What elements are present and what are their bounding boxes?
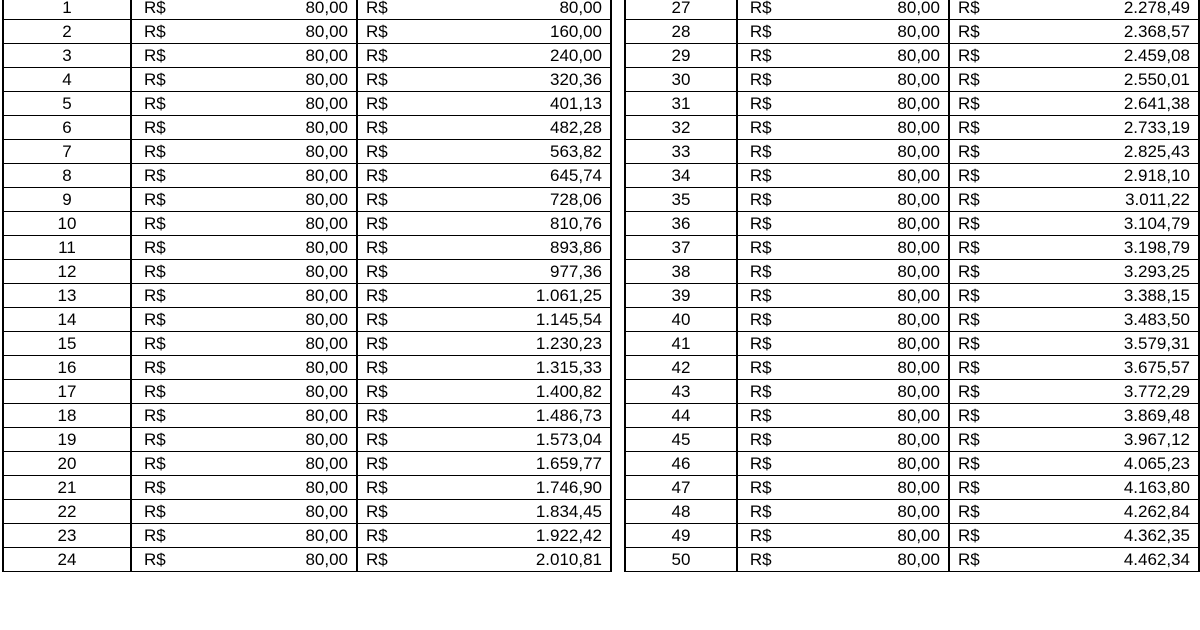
total-currency-cell: R$ — [357, 548, 434, 572]
installment-number-cell: 50 — [625, 548, 737, 572]
total-currency-cell: R$ — [357, 428, 434, 452]
accumulated-total-cell: 4.163,80 — [1021, 476, 1199, 500]
parcel-amount-cell: 80,00 — [238, 212, 357, 236]
table-row — [625, 0, 1199, 20]
table-row — [625, 20, 1199, 44]
accumulated-total-cell: 3.293,25 — [1021, 260, 1199, 284]
table-body-left — [3, 0, 611, 572]
parcel-currency-cell: R$ — [131, 500, 238, 524]
table-row — [625, 164, 1199, 188]
total-currency-cell: R$ — [357, 452, 434, 476]
accumulated-total-cell: 2.825,43 — [1021, 140, 1199, 164]
installment-number-cell: 38 — [625, 260, 737, 284]
total-currency-cell: R$ — [357, 524, 434, 548]
accumulated-total-cell: 3.104,79 — [1021, 212, 1199, 236]
accumulated-total-cell: 320,36 — [434, 68, 611, 92]
accumulated-total-cell: 1.573,04 — [434, 428, 611, 452]
parcel-amount-cell: 80,00 — [238, 500, 357, 524]
table-row — [3, 452, 611, 476]
accumulated-total-cell: 2.918,10 — [1021, 164, 1199, 188]
installment-number-cell: 30 — [625, 68, 737, 92]
accumulated-total-cell: 3.675,57 — [1021, 356, 1199, 380]
installment-number-cell: 48 — [625, 500, 737, 524]
installment-number-cell: 14 — [3, 308, 131, 332]
parcel-amount-cell: 80,00 — [837, 20, 949, 44]
parcel-currency-cell: R$ — [131, 188, 238, 212]
parcel-currency-cell: R$ — [131, 212, 238, 236]
parcel-amount-cell: 80,00 — [238, 20, 357, 44]
accumulated-total-cell: 3.967,12 — [1021, 428, 1199, 452]
installment-number-cell: 34 — [625, 164, 737, 188]
accumulated-total-cell: 4.462,34 — [1021, 548, 1199, 572]
total-currency-cell: R$ — [949, 356, 1021, 380]
accumulated-total-cell: 1.834,45 — [434, 500, 611, 524]
table-row — [625, 140, 1199, 164]
installment-number-cell: 6 — [3, 116, 131, 140]
parcel-amount-cell: 80,00 — [837, 356, 949, 380]
table-row — [625, 332, 1199, 356]
total-currency-cell: R$ — [949, 548, 1021, 572]
parcel-amount-cell: 80,00 — [238, 236, 357, 260]
installment-number-cell: 33 — [625, 140, 737, 164]
accumulated-total-cell: 80,00 — [434, 0, 611, 20]
total-currency-cell: R$ — [949, 284, 1021, 308]
parcel-amount-cell: 80,00 — [837, 0, 949, 20]
parcel-currency-cell: R$ — [737, 212, 837, 236]
parcel-amount-cell: 80,00 — [837, 44, 949, 68]
accumulated-total-cell: 1.315,33 — [434, 356, 611, 380]
total-currency-cell: R$ — [949, 476, 1021, 500]
parcel-currency-cell: R$ — [131, 260, 238, 284]
parcel-currency-cell: R$ — [131, 116, 238, 140]
parcel-currency-cell: R$ — [737, 308, 837, 332]
installment-number-cell: 21 — [3, 476, 131, 500]
parcel-currency-cell: R$ — [737, 332, 837, 356]
accumulated-total-cell: 1.659,77 — [434, 452, 611, 476]
total-currency-cell: R$ — [357, 92, 434, 116]
accumulated-total-cell: 3.198,79 — [1021, 236, 1199, 260]
parcel-amount-cell: 80,00 — [837, 212, 949, 236]
installment-number-cell: 32 — [625, 116, 737, 140]
installment-number-cell: 7 — [3, 140, 131, 164]
table-row — [625, 116, 1199, 140]
accumulated-total-cell: 3.011,22 — [1021, 188, 1199, 212]
installment-number-cell: 18 — [3, 404, 131, 428]
table-row — [3, 500, 611, 524]
parcel-currency-cell: R$ — [737, 356, 837, 380]
parcel-amount-cell: 80,00 — [238, 164, 357, 188]
parcel-currency-cell: R$ — [131, 452, 238, 476]
total-currency-cell: R$ — [357, 116, 434, 140]
accumulated-total-cell: 893,86 — [434, 236, 611, 260]
total-currency-cell: R$ — [949, 212, 1021, 236]
accumulated-total-cell: 2.278,49 — [1021, 0, 1199, 20]
parcel-amount-cell: 80,00 — [837, 68, 949, 92]
total-currency-cell: R$ — [357, 380, 434, 404]
total-currency-cell: R$ — [949, 188, 1021, 212]
parcel-currency-cell: R$ — [131, 236, 238, 260]
installment-number-cell: 3 — [3, 44, 131, 68]
accumulated-total-cell: 645,74 — [434, 164, 611, 188]
total-currency-cell: R$ — [357, 20, 434, 44]
parcel-amount-cell: 80,00 — [238, 356, 357, 380]
total-currency-cell: R$ — [357, 404, 434, 428]
parcel-currency-cell: R$ — [737, 500, 837, 524]
parcel-currency-cell: R$ — [737, 44, 837, 68]
total-currency-cell: R$ — [357, 500, 434, 524]
table-row — [3, 356, 611, 380]
accumulated-total-cell: 4.262,84 — [1021, 500, 1199, 524]
accumulated-total-cell: 3.483,50 — [1021, 308, 1199, 332]
table-row — [625, 68, 1199, 92]
parcel-amount-cell: 80,00 — [837, 548, 949, 572]
installment-number-cell: 37 — [625, 236, 737, 260]
parcel-currency-cell: R$ — [131, 476, 238, 500]
parcel-amount-cell: 80,00 — [238, 188, 357, 212]
parcel-amount-cell: 80,00 — [837, 92, 949, 116]
table-row — [3, 332, 611, 356]
accumulated-total-cell: 3.772,29 — [1021, 380, 1199, 404]
parcel-amount-cell: 80,00 — [837, 500, 949, 524]
table-row — [3, 284, 611, 308]
installment-number-cell: 19 — [3, 428, 131, 452]
parcel-amount-cell: 80,00 — [238, 332, 357, 356]
total-currency-cell: R$ — [949, 404, 1021, 428]
table-row — [625, 356, 1199, 380]
parcel-amount-cell: 80,00 — [837, 476, 949, 500]
accumulated-total-cell: 3.579,31 — [1021, 332, 1199, 356]
table-row — [3, 92, 611, 116]
installment-number-cell: 24 — [3, 548, 131, 572]
table-row — [3, 188, 611, 212]
installment-number-cell: 43 — [625, 380, 737, 404]
accumulated-total-cell: 2.010,81 — [434, 548, 611, 572]
table-row — [625, 524, 1199, 548]
accumulated-total-cell: 3.869,48 — [1021, 404, 1199, 428]
total-currency-cell: R$ — [949, 500, 1021, 524]
parcel-amount-cell: 80,00 — [837, 140, 949, 164]
table-row — [3, 140, 611, 164]
accumulated-total-cell: 2.368,57 — [1021, 20, 1199, 44]
parcel-currency-cell: R$ — [131, 428, 238, 452]
table-row — [625, 92, 1199, 116]
total-currency-cell: R$ — [949, 332, 1021, 356]
installment-number-cell: 39 — [625, 284, 737, 308]
parcel-currency-cell: R$ — [131, 0, 238, 20]
table-row — [625, 44, 1199, 68]
accumulated-total-cell: 4.065,23 — [1021, 452, 1199, 476]
installment-number-cell: 9 — [3, 188, 131, 212]
parcel-amount-cell: 80,00 — [238, 44, 357, 68]
table-row — [3, 212, 611, 236]
accumulated-total-cell: 2.641,38 — [1021, 92, 1199, 116]
savings-table — [624, 0, 1200, 572]
installment-number-cell: 31 — [625, 92, 737, 116]
table-body-right — [625, 0, 1199, 572]
parcel-currency-cell: R$ — [737, 164, 837, 188]
parcel-currency-cell: R$ — [737, 140, 837, 164]
parcel-amount-cell: 80,00 — [837, 380, 949, 404]
parcel-amount-cell: 80,00 — [238, 524, 357, 548]
table-row — [3, 308, 611, 332]
parcel-amount-cell: 80,00 — [837, 164, 949, 188]
accumulated-total-cell: 1.145,54 — [434, 308, 611, 332]
parcel-amount-cell: 80,00 — [837, 260, 949, 284]
accumulated-total-cell: 4.362,35 — [1021, 524, 1199, 548]
table-row — [3, 0, 611, 20]
accumulated-total-cell: 1.400,82 — [434, 380, 611, 404]
total-currency-cell: R$ — [949, 308, 1021, 332]
table-row — [3, 20, 611, 44]
parcel-currency-cell: R$ — [131, 404, 238, 428]
accumulated-total-cell: 1.230,23 — [434, 332, 611, 356]
table-row — [3, 44, 611, 68]
installment-number-cell: 23 — [3, 524, 131, 548]
installment-number-cell: 40 — [625, 308, 737, 332]
parcel-currency-cell: R$ — [737, 260, 837, 284]
total-currency-cell: R$ — [949, 380, 1021, 404]
parcel-currency-cell: R$ — [737, 68, 837, 92]
installment-number-cell: 11 — [3, 236, 131, 260]
parcel-amount-cell: 80,00 — [238, 428, 357, 452]
accumulated-total-cell: 1.746,90 — [434, 476, 611, 500]
total-currency-cell: R$ — [357, 308, 434, 332]
installment-number-cell: 10 — [3, 212, 131, 236]
installment-number-cell: 47 — [625, 476, 737, 500]
parcel-currency-cell: R$ — [131, 356, 238, 380]
parcel-currency-cell: R$ — [737, 0, 837, 20]
installment-number-cell: 29 — [625, 44, 737, 68]
accumulated-total-cell: 3.388,15 — [1021, 284, 1199, 308]
parcel-currency-cell: R$ — [131, 164, 238, 188]
total-currency-cell: R$ — [949, 68, 1021, 92]
accumulated-total-cell: 1.486,73 — [434, 404, 611, 428]
parcel-currency-cell: R$ — [131, 332, 238, 356]
parcel-currency-cell: R$ — [131, 524, 238, 548]
table-row — [625, 548, 1199, 572]
accumulated-total-cell: 2.550,01 — [1021, 68, 1199, 92]
parcel-currency-cell: R$ — [737, 20, 837, 44]
parcel-currency-cell: R$ — [737, 92, 837, 116]
installment-number-cell: 45 — [625, 428, 737, 452]
parcel-currency-cell: R$ — [131, 380, 238, 404]
table-row — [625, 212, 1199, 236]
total-currency-cell: R$ — [357, 212, 434, 236]
table-row — [625, 236, 1199, 260]
savings-table-left — [2, 0, 612, 572]
parcel-currency-cell: R$ — [737, 524, 837, 548]
installment-number-cell: 2 — [3, 20, 131, 44]
table-row — [3, 476, 611, 500]
accumulated-total-cell: 2.733,19 — [1021, 116, 1199, 140]
parcel-amount-cell: 80,00 — [238, 380, 357, 404]
installment-number-cell: 41 — [625, 332, 737, 356]
total-currency-cell: R$ — [357, 140, 434, 164]
accumulated-total-cell: 728,06 — [434, 188, 611, 212]
total-currency-cell: R$ — [949, 236, 1021, 260]
savings-table-right — [624, 0, 1200, 572]
installment-number-cell: 27 — [625, 0, 737, 20]
accumulated-total-cell: 563,82 — [434, 140, 611, 164]
accumulated-total-cell: 977,36 — [434, 260, 611, 284]
total-currency-cell: R$ — [949, 0, 1021, 20]
parcel-amount-cell: 80,00 — [238, 284, 357, 308]
installment-number-cell: 28 — [625, 20, 737, 44]
parcel-amount-cell: 80,00 — [837, 332, 949, 356]
table-row — [625, 428, 1199, 452]
savings-table — [2, 0, 612, 572]
total-currency-cell: R$ — [357, 188, 434, 212]
table-row — [3, 524, 611, 548]
table-row — [625, 260, 1199, 284]
parcel-amount-cell: 80,00 — [238, 404, 357, 428]
parcel-amount-cell: 80,00 — [837, 524, 949, 548]
total-currency-cell: R$ — [357, 356, 434, 380]
accumulated-total-cell: 160,00 — [434, 20, 611, 44]
table-row — [625, 500, 1199, 524]
table-row — [3, 404, 611, 428]
installment-number-cell: 22 — [3, 500, 131, 524]
parcel-amount-cell: 80,00 — [238, 452, 357, 476]
parcel-currency-cell: R$ — [737, 548, 837, 572]
parcel-amount-cell: 80,00 — [238, 548, 357, 572]
parcel-amount-cell: 80,00 — [837, 308, 949, 332]
parcel-currency-cell: R$ — [737, 452, 837, 476]
parcel-amount-cell: 80,00 — [837, 116, 949, 140]
accumulated-total-cell: 810,76 — [434, 212, 611, 236]
installment-number-cell: 49 — [625, 524, 737, 548]
accumulated-total-cell: 1.922,42 — [434, 524, 611, 548]
table-row — [3, 164, 611, 188]
total-currency-cell: R$ — [357, 68, 434, 92]
total-currency-cell: R$ — [949, 260, 1021, 284]
installment-number-cell: 35 — [625, 188, 737, 212]
parcel-amount-cell: 80,00 — [238, 92, 357, 116]
accumulated-total-cell: 401,13 — [434, 92, 611, 116]
parcel-amount-cell: 80,00 — [238, 0, 357, 20]
installment-number-cell: 42 — [625, 356, 737, 380]
parcel-currency-cell: R$ — [131, 44, 238, 68]
installment-number-cell: 4 — [3, 68, 131, 92]
parcel-amount-cell: 80,00 — [238, 140, 357, 164]
total-currency-cell: R$ — [949, 44, 1021, 68]
parcel-currency-cell: R$ — [131, 548, 238, 572]
parcel-currency-cell: R$ — [131, 20, 238, 44]
parcel-amount-cell: 80,00 — [837, 404, 949, 428]
accumulated-total-cell: 240,00 — [434, 44, 611, 68]
table-row — [3, 428, 611, 452]
parcel-currency-cell: R$ — [131, 308, 238, 332]
total-currency-cell: R$ — [949, 524, 1021, 548]
table-row — [3, 116, 611, 140]
parcel-amount-cell: 80,00 — [238, 308, 357, 332]
parcel-amount-cell: 80,00 — [837, 452, 949, 476]
table-row — [625, 188, 1199, 212]
total-currency-cell: R$ — [357, 44, 434, 68]
table-row — [625, 404, 1199, 428]
installment-number-cell: 36 — [625, 212, 737, 236]
installment-number-cell: 44 — [625, 404, 737, 428]
installment-number-cell: 13 — [3, 284, 131, 308]
total-currency-cell: R$ — [357, 332, 434, 356]
parcel-amount-cell: 80,00 — [238, 68, 357, 92]
parcel-currency-cell: R$ — [737, 116, 837, 140]
parcel-currency-cell: R$ — [131, 284, 238, 308]
table-row — [625, 380, 1199, 404]
total-currency-cell: R$ — [357, 476, 434, 500]
parcel-currency-cell: R$ — [737, 380, 837, 404]
accumulated-total-cell: 1.061,25 — [434, 284, 611, 308]
parcel-currency-cell: R$ — [737, 236, 837, 260]
total-currency-cell: R$ — [357, 236, 434, 260]
table-row — [3, 260, 611, 284]
parcel-currency-cell: R$ — [131, 92, 238, 116]
parcel-currency-cell: R$ — [737, 404, 837, 428]
table-row — [3, 68, 611, 92]
table-row — [3, 380, 611, 404]
total-currency-cell: R$ — [357, 164, 434, 188]
parcel-currency-cell: R$ — [131, 68, 238, 92]
installment-number-cell: 46 — [625, 452, 737, 476]
parcel-currency-cell: R$ — [737, 188, 837, 212]
total-currency-cell: R$ — [357, 0, 434, 20]
table-row — [625, 452, 1199, 476]
table-row — [625, 476, 1199, 500]
parcel-currency-cell: R$ — [737, 428, 837, 452]
installment-number-cell: 8 — [3, 164, 131, 188]
parcel-amount-cell: 80,00 — [837, 188, 949, 212]
installment-number-cell: 12 — [3, 260, 131, 284]
total-currency-cell: R$ — [949, 92, 1021, 116]
total-currency-cell: R$ — [357, 284, 434, 308]
total-currency-cell: R$ — [949, 20, 1021, 44]
table-row — [625, 284, 1199, 308]
table-row — [3, 236, 611, 260]
parcel-amount-cell: 80,00 — [238, 116, 357, 140]
total-currency-cell: R$ — [357, 260, 434, 284]
total-currency-cell: R$ — [949, 452, 1021, 476]
installment-number-cell: 1 — [3, 0, 131, 20]
parcel-amount-cell: 80,00 — [837, 428, 949, 452]
table-row — [625, 308, 1199, 332]
total-currency-cell: R$ — [949, 116, 1021, 140]
parcel-amount-cell: 80,00 — [837, 284, 949, 308]
table-row — [3, 548, 611, 572]
installment-number-cell: 15 — [3, 332, 131, 356]
installment-number-cell: 20 — [3, 452, 131, 476]
accumulated-total-cell: 2.459,08 — [1021, 44, 1199, 68]
total-currency-cell: R$ — [949, 140, 1021, 164]
installment-number-cell: 16 — [3, 356, 131, 380]
accumulated-total-cell: 482,28 — [434, 116, 611, 140]
installment-number-cell: 5 — [3, 92, 131, 116]
parcel-currency-cell: R$ — [737, 284, 837, 308]
parcel-amount-cell: 80,00 — [238, 476, 357, 500]
parcel-amount-cell: 80,00 — [238, 260, 357, 284]
parcel-currency-cell: R$ — [131, 140, 238, 164]
parcel-currency-cell: R$ — [737, 476, 837, 500]
total-currency-cell: R$ — [949, 428, 1021, 452]
total-currency-cell: R$ — [949, 164, 1021, 188]
installment-number-cell: 17 — [3, 380, 131, 404]
parcel-amount-cell: 80,00 — [837, 236, 949, 260]
